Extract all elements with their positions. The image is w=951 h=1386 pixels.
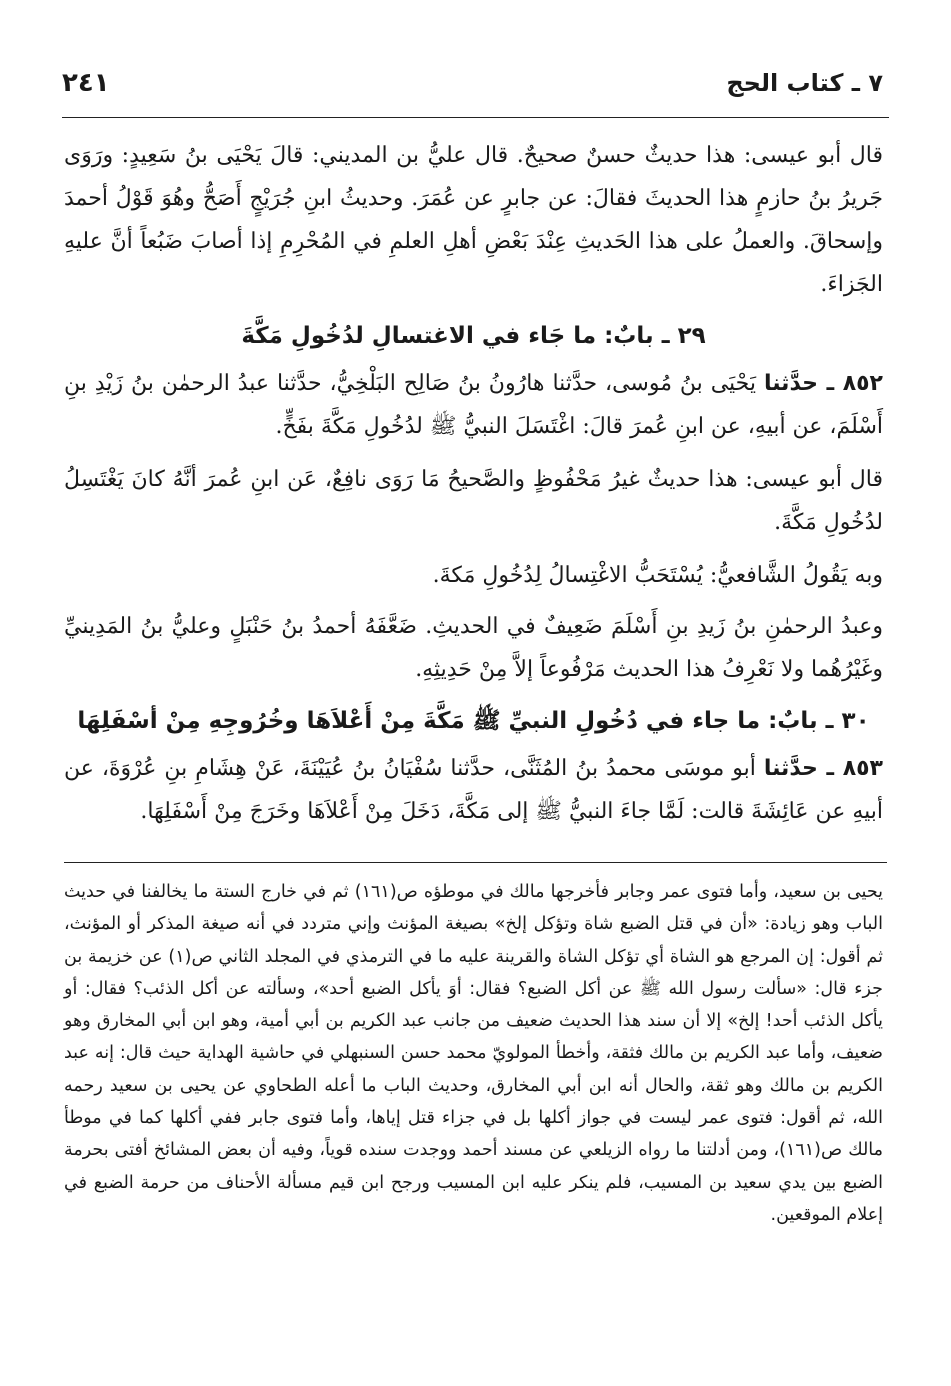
hadith-852: [64, 362, 883, 448]
footnote: يحيى بن سعيد، وأما فتوى عمر وجابر فأخرجها مالك في موطؤه ص(١٦١) ثم في خارج الستة ما يخالفنا في حديث الباب وهو زيادة: «أن في قتل الضبع شاة وتؤكل إلخ» بصيغة المؤنث وإني متردد في أنه صيغة المذكر أو المؤنث، ثم أقول: إن المرجع هو الشاة أي تؤكل الشاة والقرينة عليه ما في الترمذي في المجلد الثاني ص(١) عن خزيمة بن جزء قال: «سألت رسول الله ﷺ عن أكل الضبع؟ فقال: أوَ يأكل الضبع أحد»، وسألته عن أكل الذئب؟ فقال: أو يأكل الذئب أحد! إلخ» إلا أن سند هذا الحديث ضعيف من جانب عبد الكريم بن أبي أمية، وهو ابن أبي المخارق وهو ضعيف، وأما عبد الكريم بن مالك فثقة، وأخطأ المولويّ محمد حسن السنبهلي في حاشية الهداية حيث قال: إنه عبد الكريم بن مالك وهو ثقة، والحال أنه ابن أبي المخارق، وحديث الباب ما أعله الطحاوي عن يحيى بن سعيد رحمه الله، ثم أقول: فتوى عمر ليست في جواز أكلها بل في جزاء قتل إياها، وأما فتوى جابر ففي أكلها كما في موطأ مالك ص(١٦١)، ومن أدلتنا ما رواه الزيلعي عن مسند أحمد ووجدت سنده قوياً، وفيه أن بعض المشائخ أفتى بحرمة الضبع بين يدي سعيد بن المسيب، فلم ينكر عليه ابن المسيب ورجح ابن قيم مسألة الأحناف من حرمة الضبع في إعلام الموقعين.: [64, 882, 883, 1225]
main-text: [64, 134, 883, 843]
commentary-paragraph: قال أبو عيسى: هذا حديثٌ حسنٌ صحيحٌ. قال عليُّ بن المديني: قالَ يَحْيَى بنُ سَعِيدٍ: ورَوَى جَريرُ بنُ حازمٍ هذا الحديثَ فقالَ: عن جابرٍ عن عُمَرَ. وحديثُ ابنِ جُرَيْجٍ أَصَحُّ وهُوَ قَوْلُ أحمدَ وإسحاقَ. والعملُ على هذا الحَديثِ عِنْدَ بَعْضِ أهلِ العلمِ في المُحْرِمِ إذا أصابَ ضَبُعاً أنَّ عليهِ الجَزاءَ.: [64, 143, 883, 297]
hadith-853: [64, 747, 883, 833]
hadith-number: ٨٥٣ ـ حدَّثنا: [763, 756, 883, 781]
hadith-text: أبو موسَى محمدُ بنُ المُثَنَّى، حدَّثنا سُفْيَانُ بنُ عُيَيْنَةَ، عَنْ هِشَامِ بنِ عُرْوَةَ، عن أبيهِ عن عَائِشَةَ قالت: لَمَّا جاءَ النبيُّ ﷺ إلى مَكَّةَ، دَخَلَ مِنْ أَعْلاَهَا وخَرَجَ مِنْ أَسْفَلِهَا.: [64, 756, 883, 824]
chapter-title: ٧ ـ كتاب الحج: [726, 69, 883, 97]
page-header: [62, 58, 883, 108]
commentary-paragraph: وعبدُ الرحمٰنِ بنُ زَيدِ بنِ أَسْلَمَ ضَعِيفٌ في الحديثِ. ضَعَّفَهُ أحمدُ بنُ حَنْبَلٍ وعليُّ بنُ المَدِينيِّ وغَيْرُهُما ولا نَعْرِفُ هذا الحديث مَرْفُوعاً إلاَّ مِنْ حَدِيثِهِ.: [64, 614, 883, 682]
footnote-divider: [64, 862, 887, 863]
hadith-number: ٨٥٢ ـ حدَّثنا: [763, 371, 883, 396]
commentary-paragraph: وبه يَقُولُ الشَّافعيُّ: يُسْتَحَبُّ الاغْتِسالُ لِدُخُولِ مَكةَ.: [432, 563, 883, 588]
page-number: ٢٤١: [62, 68, 110, 98]
chapter-heading-29: ٢٩ ـ بابٌ: ما جَاء في الاغتسالِ لدُخُولِ مَكَّةَ: [241, 323, 706, 349]
commentary-paragraph: قال أبو عيسى: هذا حديثٌ غيرُ مَحْفُوظٍ والصَّحيحُ مَا رَوَى نافِعٌ، عَن ابنِ عُمرَ أنَّهُ كانَ يَغْتَسِلُ لدُخُولِ مَكَّةَ.: [64, 467, 883, 535]
hadith-text: يَحْيَى بنُ مُوسى، حدَّثنا هارُونُ بنُ صَالِح البَلْخِيُّ، حدَّثنا عبدُ الرحمٰن بنُ زَيْدِ بنِ أَسْلَمَ، عن أبيهِ، عن ابنِ عُمرَ قالَ: اغْتَسَلَ النبيُّ ﷺ لدُخُولِ مَكَّةَ بفَخٍّ.: [64, 371, 883, 439]
chapter-heading-30: ٣٠ ـ بابٌ: ما جاء في دُخُولِ النبيِّ ﷺ مَكَّةَ مِنْ أَعْلاَهَا وخُرُوجِهِ مِنْ أسْفَلِهَا: [77, 708, 870, 734]
header-divider: [62, 117, 889, 118]
